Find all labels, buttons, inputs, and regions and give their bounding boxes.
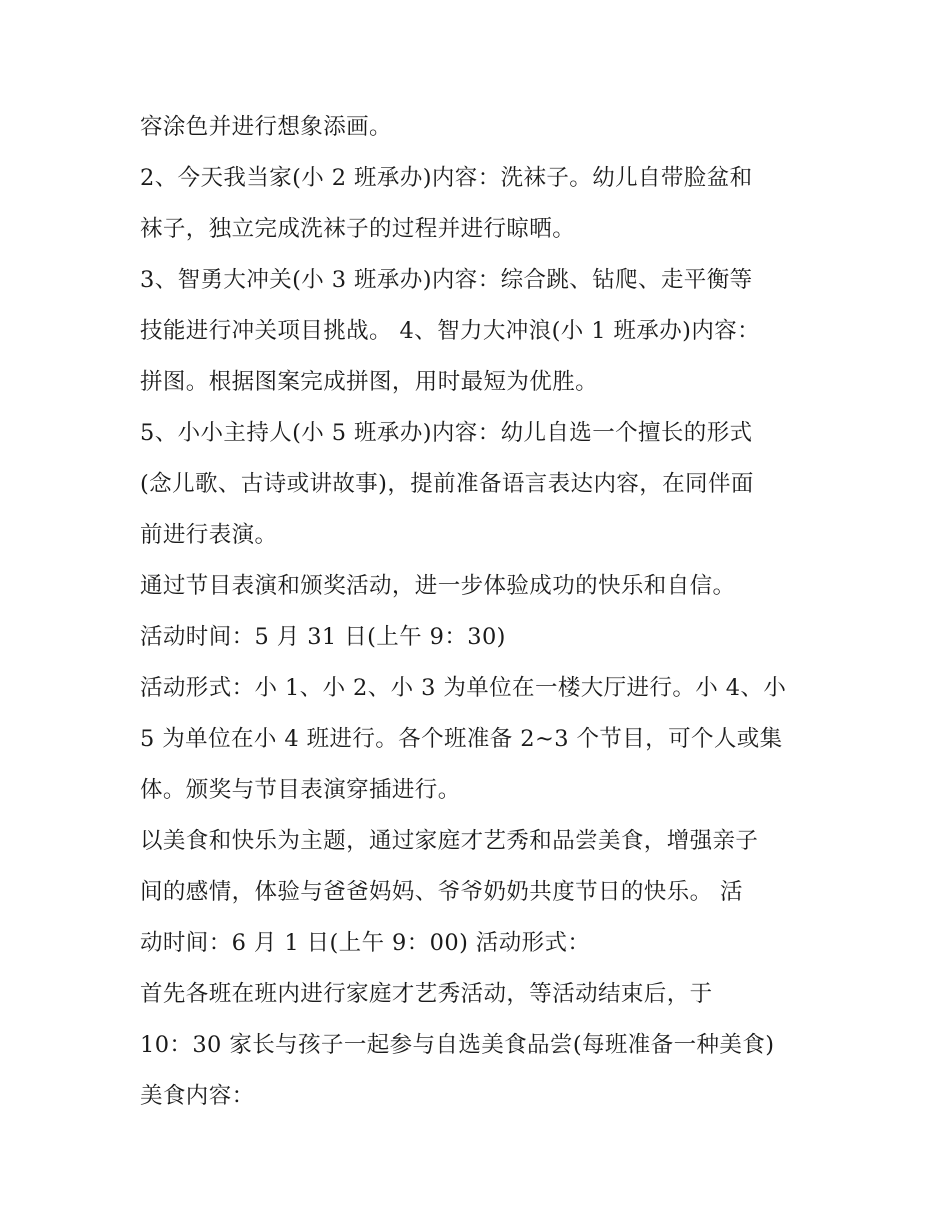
text-line: (念儿歌、古诗或讲故事)，提前准备语言表达内容，在同伴面 — [140, 471, 754, 497]
text-line: 拼图。根据图案完成拼图，用时最短为优胜。 — [140, 369, 599, 395]
text-line: 体。颁奖与节目表演穿插进行。 — [140, 777, 461, 803]
text-line: 袜子，独立完成洗袜子的过程并进行晾晒。 — [140, 216, 576, 242]
text-line: 10：30 家长与孩子一起参与自选美食品尝(每班准备一种美食) — [140, 1032, 775, 1058]
document-body — [140, 102, 830, 1122]
text-line: 前进行表演。 — [140, 522, 278, 548]
text-line: 动时间：6 月 1 日(上午 9：00) 活动形式： — [140, 930, 591, 956]
text-line: 容涂色并进行想象添画。 — [140, 114, 392, 140]
text-line: 通过节目表演和颁奖活动，进一步体验成功的快乐和自信。 — [140, 573, 736, 599]
text-line: 技能进行冲关项目挑战。 4、智力大冲浪(小 1 班承办)内容： — [140, 318, 761, 344]
text-line: 美食内容： — [140, 1083, 255, 1109]
text-line: 5、小小主持人(小 5 班承办)内容：幼儿自选一个擅长的形式 — [140, 420, 753, 446]
text-line: 3、智勇大冲关(小 3 班承办)内容：综合跳、钻爬、走平衡等 — [140, 267, 753, 293]
text-line: 首先各班在班内进行家庭才艺秀活动，等活动结束后，于 — [140, 981, 713, 1007]
text-line: 活动形式：小 1、小 2、小 3 为单位在一楼大厅进行。小 4、小 — [140, 675, 787, 701]
text-line: 以美食和快乐为主题，通过家庭才艺秀和品尝美食，增强亲子 — [140, 828, 759, 854]
text-line: 2、今天我当家(小 2 班承办)内容：洗袜子。幼儿自带脸盆和 — [140, 165, 753, 191]
text-line: 间的感情，体验与爸爸妈妈、爷爷奶奶共度节日的快乐。 活 — [140, 879, 743, 905]
text-line: 活动时间：5 月 31 日(上午 9：30) — [140, 624, 506, 650]
text-line: 5 为单位在小 4 班进行。各个班准备 2~3 个节目，可个人或集 — [140, 726, 783, 752]
